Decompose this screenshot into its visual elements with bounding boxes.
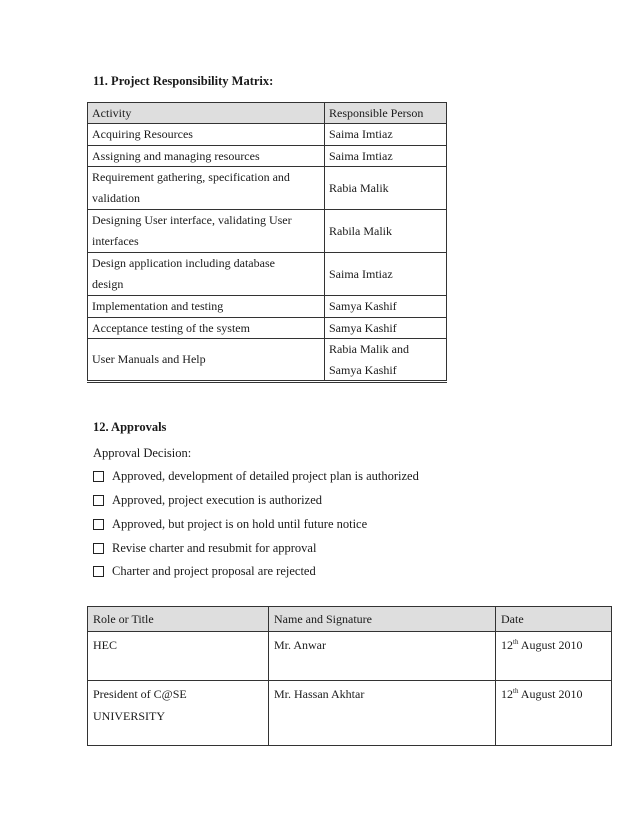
- table-row: [88, 210, 447, 253]
- activity-cell: Assigning and managing resources: [88, 145, 325, 167]
- section-12-title: 12. Approvals: [93, 420, 167, 434]
- person-cell: Saima Imtiaz: [325, 145, 447, 167]
- activity-cell: Implementation and testing: [88, 296, 325, 318]
- activity-cell: User Manuals and Help: [88, 339, 325, 382]
- approval-option[interactable]: [93, 469, 419, 484]
- table-row: [88, 681, 612, 746]
- date-suffix: th: [513, 687, 519, 695]
- option-label: Approved, project execution is authorized: [112, 493, 322, 507]
- person-line: Samya Kashif: [329, 362, 397, 377]
- name-cell: Mr. Hassan Akhtar: [269, 681, 496, 746]
- person-line: Rabia Malik and: [329, 342, 409, 356]
- activity-line: Designing User interface, validating User: [92, 213, 292, 227]
- person-cell: Samya Kashif: [325, 296, 447, 318]
- checkbox-icon[interactable]: [93, 543, 104, 554]
- name-header: Name and Signature: [269, 607, 496, 632]
- approval-decision-label: Approval Decision:: [93, 446, 192, 460]
- table-header-row: [88, 607, 612, 632]
- role-line: HEC: [93, 638, 117, 652]
- activity-line: interfaces: [92, 234, 139, 248]
- person-cell: Rabila Malik: [325, 210, 447, 253]
- responsibility-matrix: [87, 102, 447, 383]
- activity-line: validation: [92, 191, 140, 205]
- checkbox-icon[interactable]: [93, 471, 104, 482]
- option-label: Approved, but project is on hold until future notice: [112, 517, 368, 531]
- signature-table: [87, 606, 612, 746]
- role-line: UNIVERSITY: [93, 709, 165, 723]
- approval-option[interactable]: [93, 541, 316, 556]
- activity-cell: [88, 210, 325, 253]
- date-cell: [496, 632, 612, 681]
- person-cell: Samya Kashif: [325, 317, 447, 339]
- date-day: 12: [501, 638, 513, 652]
- person-cell: Saima Imtiaz: [325, 253, 447, 296]
- role-cell: [88, 632, 269, 681]
- option-label: Revise charter and resubmit for approval: [112, 541, 317, 555]
- activity-line: design: [92, 277, 124, 291]
- section-11-title: 11. Project Responsibility Matrix:: [93, 74, 274, 88]
- table-row: [88, 167, 447, 210]
- table-row: [88, 632, 612, 681]
- table-row: [88, 317, 447, 339]
- option-label: Approved, development of detailed project plan is authorized: [112, 469, 419, 483]
- role-line: President of C@SE: [93, 687, 187, 701]
- name-cell: Mr. Anwar: [269, 632, 496, 681]
- role-cell: [88, 681, 269, 746]
- table-row: [88, 339, 447, 382]
- date-cell: [496, 681, 612, 746]
- activity-line: Requirement gathering, specification and: [92, 170, 290, 184]
- person-cell: Rabia Malik: [325, 167, 447, 210]
- activity-cell: Acceptance testing of the system: [88, 317, 325, 339]
- date-rest: August 2010: [518, 638, 583, 652]
- role-header: Role or Title: [88, 607, 269, 632]
- activity-cell: [88, 167, 325, 210]
- date-day: 12: [501, 687, 513, 701]
- checkbox-icon[interactable]: [93, 566, 104, 577]
- person-cell: [325, 339, 447, 382]
- checkbox-icon[interactable]: [93, 495, 104, 506]
- table-row: [88, 253, 447, 296]
- activity-header: Activity: [88, 103, 325, 124]
- table-row: [88, 124, 447, 146]
- option-label: Charter and project proposal are rejected: [112, 564, 316, 578]
- activity-cell: Acquiring Resources: [88, 124, 325, 146]
- table-header-row: [88, 103, 447, 124]
- date-rest: August 2010: [518, 687, 583, 701]
- person-header: Responsible Person: [325, 103, 447, 124]
- date-header: Date: [496, 607, 612, 632]
- checkbox-icon[interactable]: [93, 519, 104, 530]
- approval-option[interactable]: [93, 564, 316, 579]
- approval-option[interactable]: [93, 517, 367, 532]
- date-suffix: th: [513, 638, 519, 646]
- activity-line: Design application including database: [92, 256, 275, 270]
- approval-option[interactable]: [93, 493, 322, 508]
- table-row: [88, 145, 447, 167]
- person-cell: Saima Imtiaz: [325, 124, 447, 146]
- activity-cell: [88, 253, 325, 296]
- table-row: [88, 296, 447, 318]
